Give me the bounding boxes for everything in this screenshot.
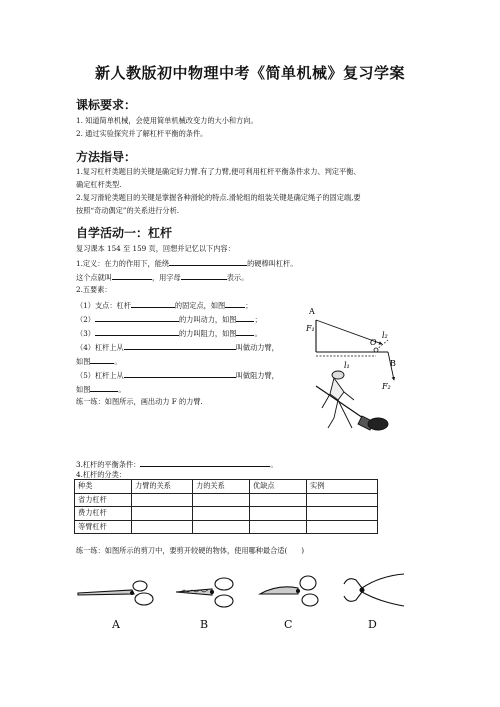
element-1-text-c: ；: [245, 301, 253, 310]
element-1-text-a: （1）支点：杠杆: [76, 301, 131, 310]
table-row: [75, 507, 378, 521]
standards-heading: 课标要求：: [76, 98, 137, 112]
option-c-label: C: [284, 618, 293, 631]
table-cell[interactable]: [193, 493, 250, 507]
table-header-row: [75, 480, 378, 494]
standard-item-2: 2. 通过实验探究并了解杠杆平衡的条件。: [76, 129, 208, 138]
table-header-cell: 种类: [75, 480, 132, 494]
label-l2: l₂: [382, 331, 388, 340]
table-cell[interactable]: [250, 507, 307, 521]
element-4-text-a: （4）杠杆上从: [76, 343, 124, 352]
standard-item-1: 1. 知道简单机械，会使用简单机械改变力的大小和方向。: [76, 116, 258, 125]
label-f1: F₁: [306, 324, 315, 333]
practice-2: [76, 547, 304, 554]
element-4-text-b: 叫做动力臂，: [235, 343, 279, 352]
label-l1: l₁: [344, 361, 350, 370]
element-5-text-b: 叫做阻力臂，: [235, 371, 279, 380]
element-4-text-c: 如图: [76, 357, 91, 366]
five-elements-heading: 2.五要素：: [76, 285, 112, 294]
label-o: O: [370, 338, 377, 347]
table-header-cell: 优缺点: [250, 480, 307, 494]
element-2-text-a: （2）: [76, 315, 95, 324]
activity-heading: 自学活动一：杠杆: [76, 226, 173, 240]
element-2-text-b: 的力叫动力，如图: [178, 315, 237, 324]
table-cell[interactable]: [193, 520, 250, 534]
element-3-text-c: 。: [254, 329, 262, 338]
scissors-a-image[interactable]: [76, 576, 162, 610]
table-cell[interactable]: [307, 507, 378, 521]
fulcrum-text-a: 这个点就叫: [76, 273, 112, 282]
method-line-4: 按照“奇动偶定”的关系进行分析.: [76, 206, 180, 215]
blank-element-5-fig[interactable]: [90, 384, 118, 392]
element-2: [76, 314, 262, 323]
table-header-cell: 力臂的关系: [132, 480, 193, 494]
method-heading: 方法指导：: [76, 150, 137, 164]
blank-element-1-fig[interactable]: [225, 300, 245, 308]
pliers-d-image[interactable]: [340, 570, 408, 612]
element-3: [76, 328, 262, 337]
element-2-text-c: ；: [254, 315, 262, 324]
label-f2: F₂: [382, 382, 391, 391]
balance-text-b: 。: [270, 460, 278, 469]
practice-2-text: 练一练：如图所示的剪刀中，要剪开较硬的物体，使用哪种最合适(: [76, 546, 288, 555]
fulcrum-definition-line: [76, 272, 248, 281]
balance-condition: [76, 459, 278, 468]
table-cell[interactable]: [193, 507, 250, 521]
table-cell: 等臂杠杆: [75, 520, 132, 534]
method-line-3: 2.复习滑轮类题目的关键是掌握各种滑轮的特点.滑轮组的组装关键是确定绳子的固定端,要: [76, 193, 361, 202]
table-row: [75, 493, 378, 507]
fulcrum-o-point: [374, 348, 378, 352]
balance-text-a: 3.杠杆的平衡条件：: [76, 460, 141, 469]
scissors-b-image[interactable]: [174, 574, 244, 612]
table-header-cell: 力的关系: [193, 480, 250, 494]
fulcrum-text-b: ，用字母: [151, 273, 181, 282]
element-4: [76, 342, 279, 351]
table-cell[interactable]: [250, 520, 307, 534]
practice-2-end: ): [301, 546, 305, 555]
definition-text-b: 的硬棒叫杠杆。: [247, 259, 298, 268]
element-5-text-d: 。: [118, 385, 126, 394]
blank-element-3-fig[interactable]: [236, 328, 254, 336]
blank-element-4-fig[interactable]: [90, 356, 114, 364]
activity-intro: 复习课本 154 至 159 页，回想并记忆以下内容：: [76, 244, 235, 253]
element-1-text-b: 的固定点，如图: [174, 301, 226, 310]
practice-1: 练一练：如图所示，画出动力 F 的力臂.: [76, 397, 203, 406]
lever-bar: [316, 320, 388, 352]
element-5-text-a: （5）杠杆上从: [76, 371, 124, 380]
element-5: [76, 370, 279, 379]
shovel-worker-illustration: [308, 366, 390, 438]
blank-element-4[interactable]: [124, 342, 236, 350]
option-d-label: D: [368, 618, 377, 631]
definition-line: [76, 258, 297, 267]
method-line-1: 1.复习杠杆类题目的关键是确定好力臂.有了力臂,便可利用杠杆平衡条件求力、判定平衡、: [76, 167, 361, 176]
table-cell[interactable]: [307, 493, 378, 507]
table-cell[interactable]: [132, 507, 193, 521]
scissors-c-image[interactable]: [258, 572, 322, 612]
element-3-text-b: 的力叫阻力，如图: [178, 329, 237, 338]
element-5-figure: [76, 384, 126, 393]
lever-classification-table: [74, 479, 378, 534]
method-line-2: 确定杠杆类型.: [76, 180, 122, 189]
blank-balance-condition[interactable]: [140, 459, 270, 467]
table-cell: 省力杠杆: [75, 493, 132, 507]
element-5-text-c: 如图: [76, 385, 91, 394]
table-cell[interactable]: [307, 520, 378, 534]
blank-element-3[interactable]: [95, 328, 179, 336]
blank-fulcrum-name[interactable]: [112, 272, 152, 280]
blank-element-1[interactable]: [131, 300, 175, 308]
page-title: 新人教版初中物理中考《简单机械》复习学案: [94, 64, 405, 82]
blank-element-2-fig[interactable]: [236, 314, 254, 322]
label-b: B: [390, 359, 396, 368]
blank-element-5[interactable]: [124, 370, 236, 378]
table-cell[interactable]: [132, 493, 193, 507]
blank-element-2[interactable]: [95, 314, 179, 322]
element-1: [76, 300, 252, 309]
option-a-label: A: [112, 618, 120, 631]
classification-heading: 4.杠杆的分类：: [76, 470, 126, 479]
table-header-cell: 实例: [307, 480, 378, 494]
element-4-text-d: 。: [114, 357, 122, 366]
definition-text-a: 1.定义：在力的作用下，能绕: [76, 259, 170, 268]
element-3-text-a: （3）: [76, 329, 95, 338]
element-4-figure: [76, 356, 122, 365]
table-cell: 费力杠杆: [75, 507, 132, 521]
label-a: A: [309, 307, 315, 316]
table-cell[interactable]: [250, 493, 307, 507]
table-cell[interactable]: [132, 520, 193, 534]
blank-fulcrum-letter[interactable]: [181, 272, 227, 280]
blank-rotation[interactable]: [169, 258, 247, 266]
fulcrum-text-c: 表示。: [226, 273, 249, 282]
option-b-label: B: [200, 618, 209, 631]
table-row: [75, 520, 378, 534]
